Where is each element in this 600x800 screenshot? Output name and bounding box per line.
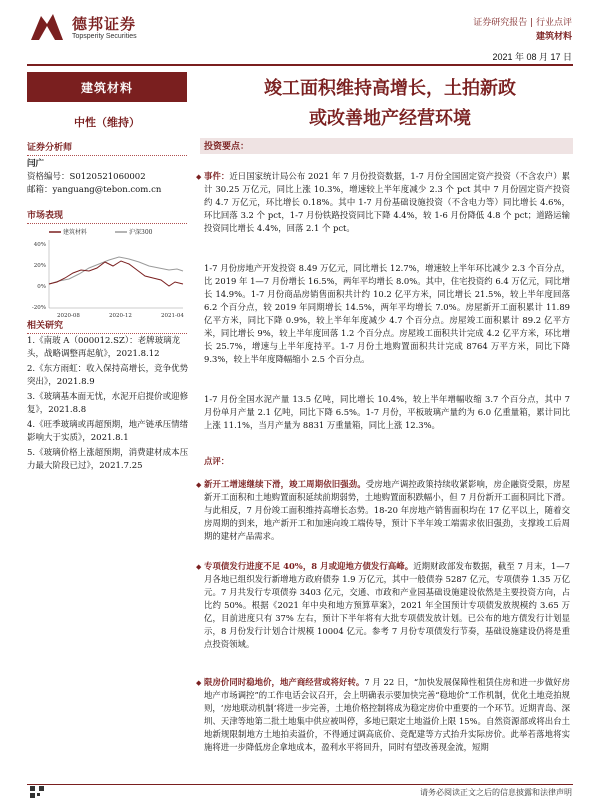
related-item[interactable] — [27, 447, 189, 473]
related-section-label: 相关研究 — [27, 318, 187, 334]
y-tick-label: -20% — [31, 305, 46, 311]
paragraph-lead: 点评： — [204, 456, 230, 466]
points-label: 投资要点： — [204, 142, 250, 152]
body-paragraph — [196, 478, 570, 543]
title-line-1: 竣工面积维持高增长，土拍新政 — [264, 78, 516, 99]
header-divider — [27, 64, 573, 66]
related-item-date: 2021.8.9 — [56, 377, 95, 387]
paragraph-text: 7 月 22 日，“加快发展保障性租赁住房和进一步做好房地产市场调控”的工作电话会议召开，会上明确表示要加快完善“稳地价”工作机制，优化土地竞拍规则，‘房地联动机制’将进一步完善，土地价格控制将成为稳定房价中重要的一个环节。近期青岛、深圳、天津等地第二批土地集中供应被叫停，多地已限定土地溢价上限 15%。自然资源部或将出台土地新规限制地方土地拍卖溢价，不得通过调高底价、竞配建等方式抬升实际房价。此举若落地将实施将进一步降低房企拿地成本，盈利水平将回升，同时有望改善现金流，短期 — [204, 677, 570, 752]
report-type: 证券研究报告 | 行业点评 — [473, 18, 572, 28]
report-title — [200, 74, 580, 134]
related-item[interactable] — [27, 391, 189, 417]
paragraph-lead: 专项债发行进度不足 40%，8 月或迎地方债发行高峰。 — [204, 561, 414, 571]
paragraph-text: 近期财政部发布数据，截至 7 月末，1—7 月各地已组织发行新增地方政府债券 1.9 万亿元，其中一般债券 5287 亿元，专项债券 1.35 万亿元。7 月共发行专项债券 3403 亿元，交通、市政和产业园基础设施建设依然是主要投资方向，占比约 50%。根据《2021 年中央和地方预算草案》，2021 年全国预计专项债发放规模约 3.65 万亿，目前进度只有 37% 左右，预计下半年将有大批专项债发放计划。已公布的地方债发行计划显示，8 月份发行计划合计规模 10004 亿元。参考 7 月份专项债发行节奏，基础设施建设仍将是重点投资领域。 — [204, 561, 570, 649]
market-performance-chart — [27, 224, 187, 324]
y-tick-label: 0% — [37, 284, 46, 290]
related-item-title: 2.《东方雨虹：收入保持高增长，竞争优势突出》， — [27, 364, 189, 387]
points-header-bar — [200, 138, 573, 154]
report-date: 2021 年 08 月 17 日 — [492, 52, 572, 62]
title-line-2: 或改善地产经营环境 — [309, 108, 471, 129]
market-section-label: 市场表现 — [27, 208, 187, 224]
x-tick-label: 2020-12 — [109, 313, 132, 319]
related-item-date: 2021.8.1 — [90, 433, 129, 443]
related-item-date: 2021.7.25 — [99, 461, 143, 471]
related-item[interactable] — [27, 419, 189, 445]
related-item-title: 3.《玻璃基本面无忧，水泥开启提价或迎修复》， — [27, 392, 189, 415]
brand-english-name: Topsperity Securities — [72, 33, 137, 40]
body-paragraph — [204, 393, 570, 432]
sector-box: 建筑材料 — [27, 72, 187, 102]
bullet-icon: ◆ — [196, 481, 202, 489]
x-tick-label: 2020-08 — [57, 313, 80, 319]
related-item-date: 2021.8.12 — [116, 349, 160, 359]
body-paragraph — [196, 560, 570, 651]
bullet-icon: ◆ — [196, 173, 202, 181]
y-tick-label: 20% — [33, 263, 46, 269]
series-sector-line — [49, 261, 183, 286]
body-paragraph — [204, 455, 570, 468]
header-sector: 建筑材料 — [535, 32, 572, 42]
brand-name: 德邦证券 — [72, 15, 137, 33]
rating: 中性（维持） — [74, 116, 140, 129]
related-item-title: 5.《玻璃价格上涨超预期，消费建材成本压力最大阶段已过》， — [27, 448, 189, 471]
footer-divider — [27, 784, 573, 785]
tebon-logo-icon — [27, 10, 67, 44]
analyst-name: 闫广 — [27, 159, 45, 169]
related-item[interactable] — [27, 335, 189, 361]
related-item-title: 1.《南玻 A（000012.SZ）：老牌玻璃龙头，战略调整再起航》， — [27, 336, 181, 359]
qr-code-icon — [30, 786, 44, 798]
analyst-section-label: 证券分析师 — [27, 140, 187, 156]
related-research-list — [27, 335, 189, 475]
related-item[interactable] — [27, 363, 189, 389]
y-tick-label: 40% — [33, 242, 46, 248]
bullet-icon: ◆ — [196, 679, 202, 687]
paragraph-lead: 新开工增速继续下滑，竣工周期依旧强劲。 — [204, 479, 366, 489]
series-index-line — [49, 257, 183, 284]
body-paragraph — [196, 676, 570, 754]
x-tick-label: 2021-04 — [161, 313, 184, 319]
analyst-cert: 资格编号：S0120521060002 — [27, 172, 146, 182]
analyst-email[interactable]: 邮箱：yanguang@tebon.com.cn — [27, 185, 162, 195]
analyst-block — [27, 158, 161, 197]
footer-disclaimer: 请务必阅读正文之后的信息披露和法律声明 — [420, 788, 572, 797]
legend-sector-label: 建筑材料 — [63, 229, 88, 236]
report-type-block — [473, 16, 572, 44]
body-paragraph — [204, 262, 570, 366]
paragraph-lead: 事件： — [204, 171, 230, 181]
related-item-date: 2021.8.8 — [48, 405, 87, 415]
paragraph-lead: 限房价同时稳地价，地产商经营或将好转。 — [204, 677, 365, 687]
paragraph-text: 近日国家统计局公布 2021 年 7 月份投资数据，1-7 月份全国固定资产投资（不含农户）累计 30.25 万亿元，同比上涨 10.3%，增速较上半年度减少 2.3 个 pct 其中 7 月份固定资产投资约 4.7 万亿元，环比增长 0.18%。其中 1-7 月份基础设施投资（不含电力等）同比增长 4.6%，环比回落 3.2 个 pct，1-7 月份铁路投资同比下降 4.4%，较 1-6 月份降低 4.8 个 pct；道路运输投资同比增长 4.4%，回落 2.1 个 pct。 — [204, 171, 571, 233]
bullet-icon: ◆ — [196, 563, 202, 571]
paragraph-text: 1-7 月份全国水泥产量 13.5 亿吨，同比增长 10.4%，较上半年增幅收缩 3.7 个百分点，其中 7 月份单月产量 2.1 亿吨，同比下降 6.5%。1-7 月份，平板玻璃产量约为 6.0 亿重量箱，累计同比上涨 11.1%，当月产量为 8831 万重量箱，同比上涨 12.3%。 — [204, 394, 570, 430]
paragraph-text: 受房地产调控政策持续收紧影响，房企融资受限，房屋新开工面积和土地购置面积延续前期弱势，土地购置面积跌幅小，但 7 月份新开工面积同比下滑。与此相反，7 月份竣工面积维持高增长态势。18-20 年房地产销售面积均在 17 亿平以上，随着交房周期的到来，地产新开工和加速向竣工端传导，预计下半年竣工端需求依旧强劲，支撑竣工后周期的建材产品需求。 — [204, 479, 570, 541]
legend-index-label: 沪深300 — [129, 229, 153, 236]
body-paragraph — [196, 170, 571, 235]
related-item-title: 4.《旺季玻璃或再超预期，地产链承压情绪影响大于实质》， — [27, 420, 189, 443]
paragraph-text: 1-7 月份房地产开发投资 8.49 万亿元，同比增长 12.7%，增速较上半年环比减少 2.3 个百分点，比 2019 年 1—7 月份增长 16.5%，两年平均增长 8.0%。其中，住宅投资约 6.4 万亿元，同比增长 14.9%。1-7 月份商品房销售面积共计约 10.2 亿平方米，同比增长 21.5%，较上半年度回落 6.2 个百分点，较 2019 年同期增长 14.5%，两年平均增长 7.0%。房屋新开工面积累计 11.89 亿平方米，同比下降 0.9%，较上半年年度减少 4.7 个百分点。房屋竣工面积累计 89.2 亿平方米，同比增长 9%，较上半年度回落 1.2 个百分点。房屋竣工面积共计完成 4.2 亿平方米，环比增长 25.7%，增速与上半年度持平。1-7 月份土地购置面积共计完成 8764 万平方米，同比下降 9.3%，较上半年度降幅缩小 2.5 个百分点。 — [204, 263, 570, 364]
